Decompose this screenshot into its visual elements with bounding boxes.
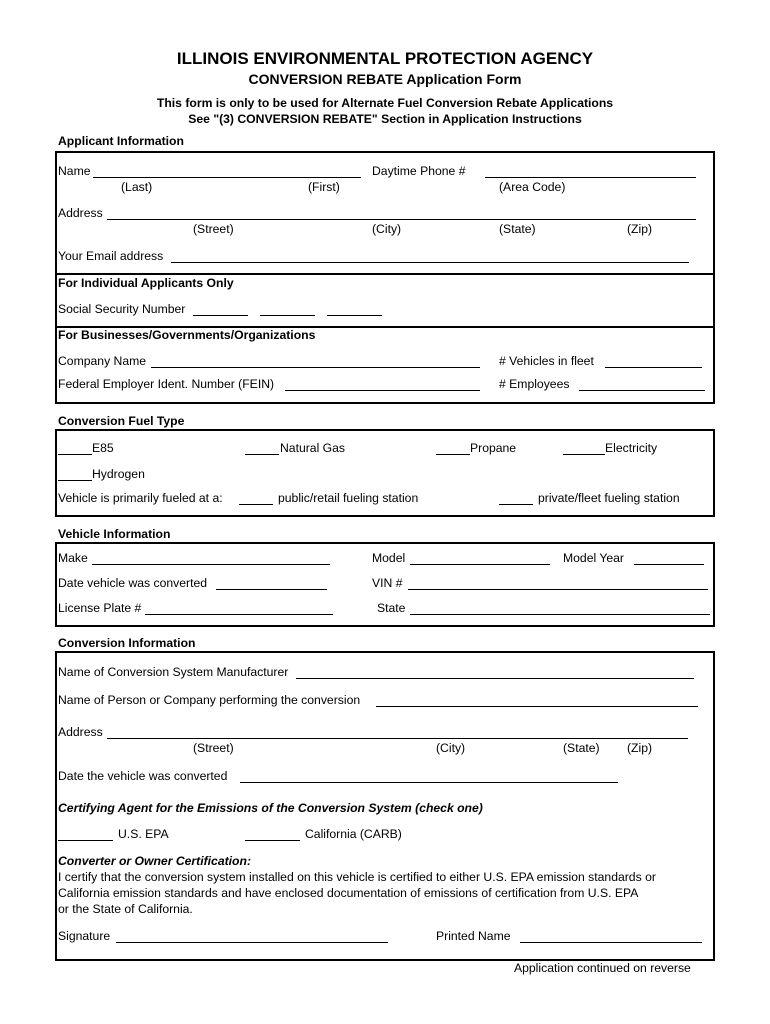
vin-field[interactable]: [408, 589, 708, 590]
fuel-e85-checkline[interactable]: [58, 454, 92, 455]
vehicles-field[interactable]: [605, 367, 702, 368]
fueled-at-label: Vehicle is primarily fueled at a:: [58, 491, 223, 505]
business-heading: For Businesses/Governments/Organizations: [58, 328, 316, 342]
performer-field[interactable]: [376, 706, 698, 707]
fein-label: Federal Employer Ident. Number (FEIN): [58, 377, 275, 391]
employees-label: # Employees: [499, 377, 570, 391]
fuel-hydrogen-checkline[interactable]: [58, 480, 92, 481]
address-field[interactable]: [107, 219, 696, 220]
conv-address-sub-state: (State): [563, 741, 600, 755]
plate-state-field[interactable]: [410, 614, 710, 615]
model-field[interactable]: [410, 564, 550, 565]
model-year-field[interactable]: [634, 564, 704, 565]
conversion-address-field[interactable]: [107, 738, 688, 739]
vin-label: VIN #: [372, 576, 403, 590]
license-plate-field[interactable]: [145, 614, 333, 615]
fuel-natural-gas-checkline[interactable]: [245, 454, 279, 455]
name-field[interactable]: [93, 177, 361, 178]
printed-name-field[interactable]: [520, 942, 702, 943]
address-label: Address: [58, 206, 103, 220]
certification-heading: Converter or Owner Certification:: [58, 854, 252, 868]
fuel-electricity-checkline[interactable]: [563, 454, 605, 455]
public-station-checkline[interactable]: [239, 504, 273, 505]
fuel-electricity-label: Electricity: [605, 441, 658, 455]
fuel-propane-checkline[interactable]: [436, 454, 470, 455]
private-station-checkline[interactable]: [499, 504, 533, 505]
conv-address-sub-city: (City): [436, 741, 466, 755]
date-converted-label: Date vehicle was converted: [58, 576, 208, 590]
applicant-heading: Applicant Information: [58, 134, 184, 148]
conversion-date-label: Date the vehicle was converted: [58, 769, 228, 783]
fuel-hydrogen-label: Hydrogen: [92, 467, 145, 481]
address-sub-street: (Street): [193, 222, 234, 236]
vehicle-heading: Vehicle Information: [58, 527, 171, 541]
vehicles-label: # Vehicles in fleet: [499, 354, 594, 368]
fuel-heading: Conversion Fuel Type: [58, 414, 185, 428]
ssn-field-3[interactable]: [327, 315, 382, 316]
fuel-e85-label: E85: [92, 441, 114, 455]
phone-field[interactable]: [485, 177, 696, 178]
email-label: Your Email address: [58, 249, 164, 263]
certification-text-line: I certify that the conversion system installed on this vehicle is certified to either U.S. EPA emission standards or: [58, 870, 656, 884]
ssn-field-1[interactable]: [193, 315, 248, 316]
plate-state-label: State: [377, 601, 406, 615]
form-note-2: See "(3) CONVERSION REBATE" Section in Application Instructions: [188, 112, 582, 126]
certifying-agent-heading: Certifying Agent for the Emissions of the Conversion System (check one): [58, 801, 483, 815]
conv-address-sub-zip: (Zip): [627, 741, 653, 755]
conv-address-sub-street: (Street): [193, 741, 234, 755]
employees-field[interactable]: [579, 390, 705, 391]
printed-name-label: Printed Name: [436, 929, 511, 943]
manufacturer-field[interactable]: [296, 678, 694, 679]
section-divider: [55, 273, 715, 275]
name-label: Name: [58, 164, 91, 178]
form-note-1: This form is only to be used for Alternate Fuel Conversion Rebate Applications: [156, 96, 614, 110]
company-field[interactable]: [151, 367, 480, 368]
date-converted-field[interactable]: [216, 589, 327, 590]
agent-carb-checkline[interactable]: [245, 840, 300, 841]
certification-text-line: California emission standards and have enclosed documentation of emissions of certification from U.S. EPA: [58, 886, 639, 900]
license-plate-label: License Plate #: [58, 601, 142, 615]
form-title: CONVERSION REBATE Application Form: [248, 71, 522, 87]
agency-title: ILLINOIS ENVIRONMENTAL PROTECTION AGENCY: [176, 49, 594, 68]
performer-label: Name of Person or Company performing the conversion: [58, 693, 361, 707]
model-year-label: Model Year: [563, 551, 624, 565]
signature-label: Signature: [58, 929, 111, 943]
agent-epa-label: U.S. EPA: [118, 827, 169, 841]
individual-heading: For Individual Applicants Only: [58, 276, 234, 290]
agent-carb-label: California (CARB): [305, 827, 402, 841]
manufacturer-label: Name of Conversion System Manufacturer: [58, 665, 289, 679]
name-sub-last: (Last): [121, 180, 153, 194]
email-field[interactable]: [171, 262, 689, 263]
signature-field[interactable]: [116, 942, 388, 943]
model-label: Model: [372, 551, 406, 565]
phone-sub-area-code: (Area Code): [499, 180, 566, 194]
address-sub-state: (State): [499, 222, 536, 236]
public-station-label: public/retail fueling station: [278, 491, 419, 505]
make-field[interactable]: [92, 564, 330, 565]
conversion-heading: Conversion Information: [58, 636, 196, 650]
address-sub-zip: (Zip): [627, 222, 653, 236]
make-label: Make: [58, 551, 88, 565]
conversion-address-label: Address: [58, 725, 103, 739]
certification-text-line: or the State of California.: [58, 902, 193, 916]
phone-label: Daytime Phone #: [372, 164, 466, 178]
fein-field[interactable]: [285, 390, 480, 391]
ssn-label: Social Security Number: [58, 302, 186, 316]
private-station-label: private/fleet fueling station: [538, 491, 680, 505]
address-sub-city: (City): [372, 222, 402, 236]
conversion-date-field[interactable]: [240, 782, 618, 783]
continued-note: Application continued on reverse: [514, 961, 691, 975]
name-sub-first: (First): [308, 180, 340, 194]
ssn-field-2[interactable]: [260, 315, 315, 316]
fuel-natural-gas-label: Natural Gas: [280, 441, 346, 455]
fuel-propane-label: Propane: [470, 441, 517, 455]
agent-epa-checkline[interactable]: [58, 840, 113, 841]
company-label: Company Name: [58, 354, 147, 368]
